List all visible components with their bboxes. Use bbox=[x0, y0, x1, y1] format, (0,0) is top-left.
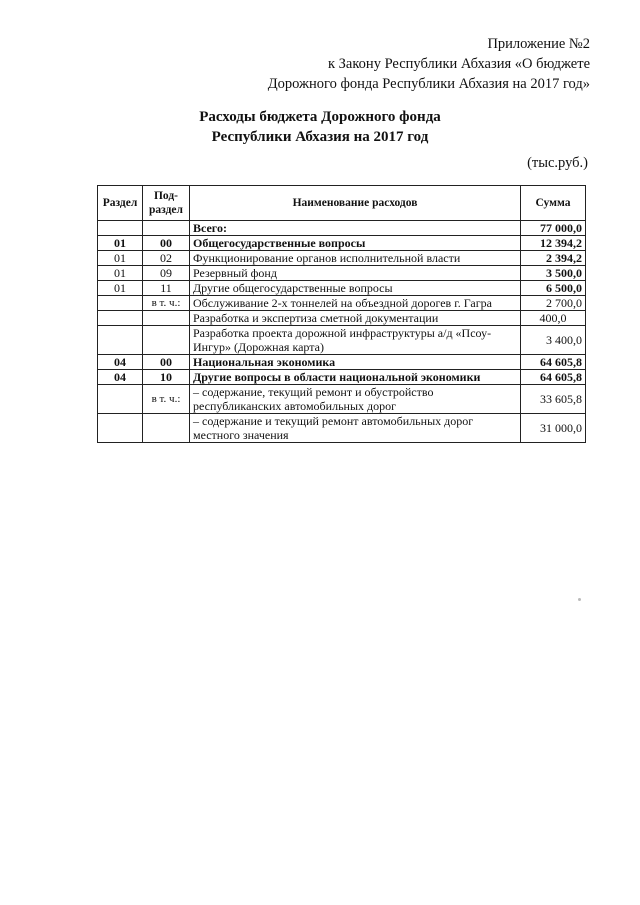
cell-sum: 64 605,8 bbox=[521, 370, 586, 385]
cell-section bbox=[98, 296, 143, 311]
header-section: Раздел bbox=[98, 186, 143, 221]
cell-name: Функционирование органов исполнительной власти bbox=[190, 251, 521, 266]
cell-section bbox=[98, 221, 143, 236]
cell-section bbox=[98, 326, 143, 355]
appendix-header bbox=[268, 34, 590, 94]
header-name: Наименование расходов bbox=[190, 186, 521, 221]
table-row bbox=[98, 370, 586, 385]
cell-name: Разработка проекта дорожной инфраструктуры а/д «Псоу-Ингур» (Дорожная карта) bbox=[190, 326, 521, 355]
cell-section: 01 bbox=[98, 281, 143, 296]
cell-sum: 64 605,8 bbox=[521, 355, 586, 370]
cell-section: 04 bbox=[98, 355, 143, 370]
cell-subsection: 10 bbox=[143, 370, 190, 385]
cell-section: 01 bbox=[98, 251, 143, 266]
cell-name: Национальная экономика bbox=[190, 355, 521, 370]
appendix-number: Приложение №2 bbox=[487, 36, 590, 52]
cell-sum: 12 394,2 bbox=[521, 236, 586, 251]
cell-subsection bbox=[143, 414, 190, 443]
cell-sum: 3 400,0 bbox=[521, 326, 586, 355]
expenses-table bbox=[97, 185, 586, 443]
cell-sum: 400,0 bbox=[521, 311, 586, 326]
cell-sum: 31 000,0 bbox=[521, 414, 586, 443]
cell-section: 01 bbox=[98, 236, 143, 251]
document-title bbox=[0, 107, 640, 147]
cell-section: 04 bbox=[98, 370, 143, 385]
cell-name: Обслуживание 2-х тоннелей на объездной дорогев г. Гагра bbox=[190, 296, 521, 311]
law-reference: к Закону Республики Абхазия «О бюджете bbox=[328, 56, 590, 72]
cell-name: – содержание и текущий ремонт автомобильных дорог местного значения bbox=[190, 414, 521, 443]
header-sum: Сумма bbox=[521, 186, 586, 221]
cell-subsection: 00 bbox=[143, 236, 190, 251]
cell-subsection bbox=[143, 311, 190, 326]
unit-label: (тыс.руб.) bbox=[527, 155, 588, 171]
table-row bbox=[98, 281, 586, 296]
header-subsection: Под-раздел bbox=[143, 186, 190, 221]
table-row bbox=[98, 414, 586, 443]
cell-subsection: в т. ч.: bbox=[143, 385, 190, 414]
cell-sum: 33 605,8 bbox=[521, 385, 586, 414]
law-reference-cont: Дорожного фонда Республики Абхазия на 2017 год» bbox=[267, 76, 590, 92]
cell-name: Всего: bbox=[190, 221, 521, 236]
cell-name: Резервный фонд bbox=[190, 266, 521, 281]
cell-sum: 77 000,0 bbox=[521, 221, 586, 236]
cell-section bbox=[98, 414, 143, 443]
table-header-row bbox=[98, 186, 586, 221]
cell-subsection: 02 bbox=[143, 251, 190, 266]
cell-subsection bbox=[143, 326, 190, 355]
cell-name: Общегосударственные вопросы bbox=[190, 236, 521, 251]
title-line-1: Расходы бюджета Дорожного фонда bbox=[199, 109, 441, 125]
title-line-2: Республики Абхазия на 2017 год bbox=[211, 129, 429, 145]
scan-speck bbox=[578, 598, 581, 601]
table-row bbox=[98, 221, 586, 236]
cell-sum: 2 394,2 bbox=[521, 251, 586, 266]
table-row bbox=[98, 266, 586, 281]
cell-section bbox=[98, 385, 143, 414]
table-row bbox=[98, 385, 586, 414]
cell-subsection: 09 bbox=[143, 266, 190, 281]
table-row bbox=[98, 296, 586, 311]
cell-sum: 2 700,0 bbox=[521, 296, 586, 311]
table-row bbox=[98, 355, 586, 370]
table-row bbox=[98, 251, 586, 266]
table-row bbox=[98, 326, 586, 355]
cell-name: Разработка и экспертиза сметной документации bbox=[190, 311, 521, 326]
cell-name: – содержание, текущий ремонт и обустройство республиканских автомобильных дорог bbox=[190, 385, 521, 414]
cell-sum: 3 500,0 bbox=[521, 266, 586, 281]
cell-section: 01 bbox=[98, 266, 143, 281]
cell-subsection: 11 bbox=[143, 281, 190, 296]
cell-subsection: в т. ч.: bbox=[143, 296, 190, 311]
cell-subsection: 00 bbox=[143, 355, 190, 370]
cell-section bbox=[98, 311, 143, 326]
cell-subsection bbox=[143, 221, 190, 236]
cell-name: Другие общегосударственные вопросы bbox=[190, 281, 521, 296]
table-row bbox=[98, 311, 586, 326]
cell-sum: 6 500,0 bbox=[521, 281, 586, 296]
table-row bbox=[98, 236, 586, 251]
cell-name: Другие вопросы в области национальной экономики bbox=[190, 370, 521, 385]
